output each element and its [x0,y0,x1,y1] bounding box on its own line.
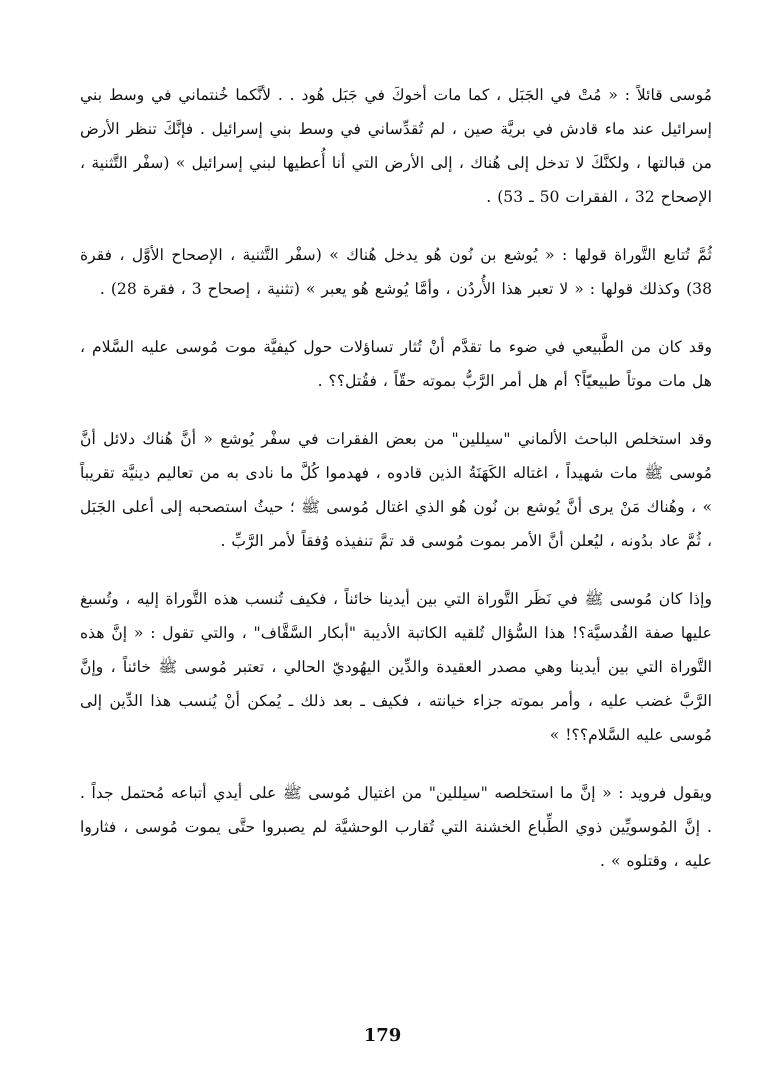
paragraph: ويقول فرويد : « إنَّ ما استخلصه "سيللين" من اغتيال مُوسى ﷺ على أيدي أتباعه مُحتمل جداً . . إنَّ المُوسويِّين ذوي الطِّباع الخشنة التي تُقارب الوحشيَّة لم يصبروا حتَّى يموت مُوسى ، فثاروا عليه ، وقتلوه » . [80,784,712,870]
paragraph: ثُمَّ تُتابع التَّوراة قولها : « يُوشع بن نُون هُو يدخل هُناك » (سفْر التَّثنية ، الإصحاح الأوَّل ، فقرة 38) وكذلك قولها : « لا تعبر هذا الأُردُن ، وأمَّا يُوشع هُو يعبر » (تثنية ، إصحاح 3 ، فقرة 28) . [80,246,712,298]
body-text [80,78,712,902]
page-number: 179 [363,1025,402,1046]
paragraph: مُوسى قائلاً : « مُتْ في الجَبَل ، كما مات أخوكَ في جَبَل هُود . . لأنَّكما خُنتماني في وسط بني إسرائيل عند ماء قادش في بريَّة صين ، لم تُقدِّساني في وسط بني إسرائيل . فإنَّكَ تنظر الأرض من قبالتها ، ولكنَّكَ لا تدخل إلى هُناك ، إلى الأرض التي أنا أُعطيها لبني إسرائيل » (سفْر التَّثنية ، الإصحاح 32 ، الفقرات 50 ـ 53) . [80,86,712,206]
paragraph: وقد استخلص الباحث الألماني "سيللين" من بعض الفقرات في سفْر يُوشع « أنَّ هُناك دلائل أنَّ مُوسى ﷺ مات شهيداً ، اغتاله الكَهَنَةُ الذين قادوه ، فهدموا كُلَّ ما نادى به من تعاليم دينيَّة تقريباً » ، وهُناك مَنْ يرى أنَّ يُوشع بن نُون هُو الذي اغتال مُوسى ﷺ ؛ حيثُ استصحبه إلى أعلى الجَبَل ، ثُمَّ عاد بدُونه ، ليُعلن أنَّ الأمر بموت مُوسى قد تمَّ تنفيذه وُفقاً لأمر الرَّبِّ . [80,430,712,550]
paragraph: وقد كان من الطَّبيعي في ضوء ما تقدَّم أنْ تُثار تساؤلات حول كيفيَّة موت مُوسى عليه السَّلام ، هل مات موتاً طبيعيّاً؟ أم هل أمر الرَّبُّ بموته حقّاً ، فقُتل؟؟ . [80,338,712,390]
paragraph: وإذا كان مُوسى ﷺ في نَظَر التَّوراة التي بين أيدينا خائناً ، فكيف تُنسب هذه التَّوراة إليه ، وتُسبغ عليها صفة القُدسيَّة؟! هذا السُّؤال تُلقيه الكاتبة الأديبة "أبكار السَّقَّاف" ، والتي تقول : « إنَّ هذه التَّوراة التي بين أيدينا وهي مصدر العقيدة والدِّين اليهُوديّ الحالي ، تعتبر مُوسى ﷺ خائناً ، وإنَّ الرَّبَّ غضب عليه ، وأمر بموته جزاء خيانته ، فكيف ـ بعد ذلك ـ يُمكن أنْ يُنسب هذا الدِّين إلى مُوسى عليه السَّلام؟؟! » [80,590,712,744]
